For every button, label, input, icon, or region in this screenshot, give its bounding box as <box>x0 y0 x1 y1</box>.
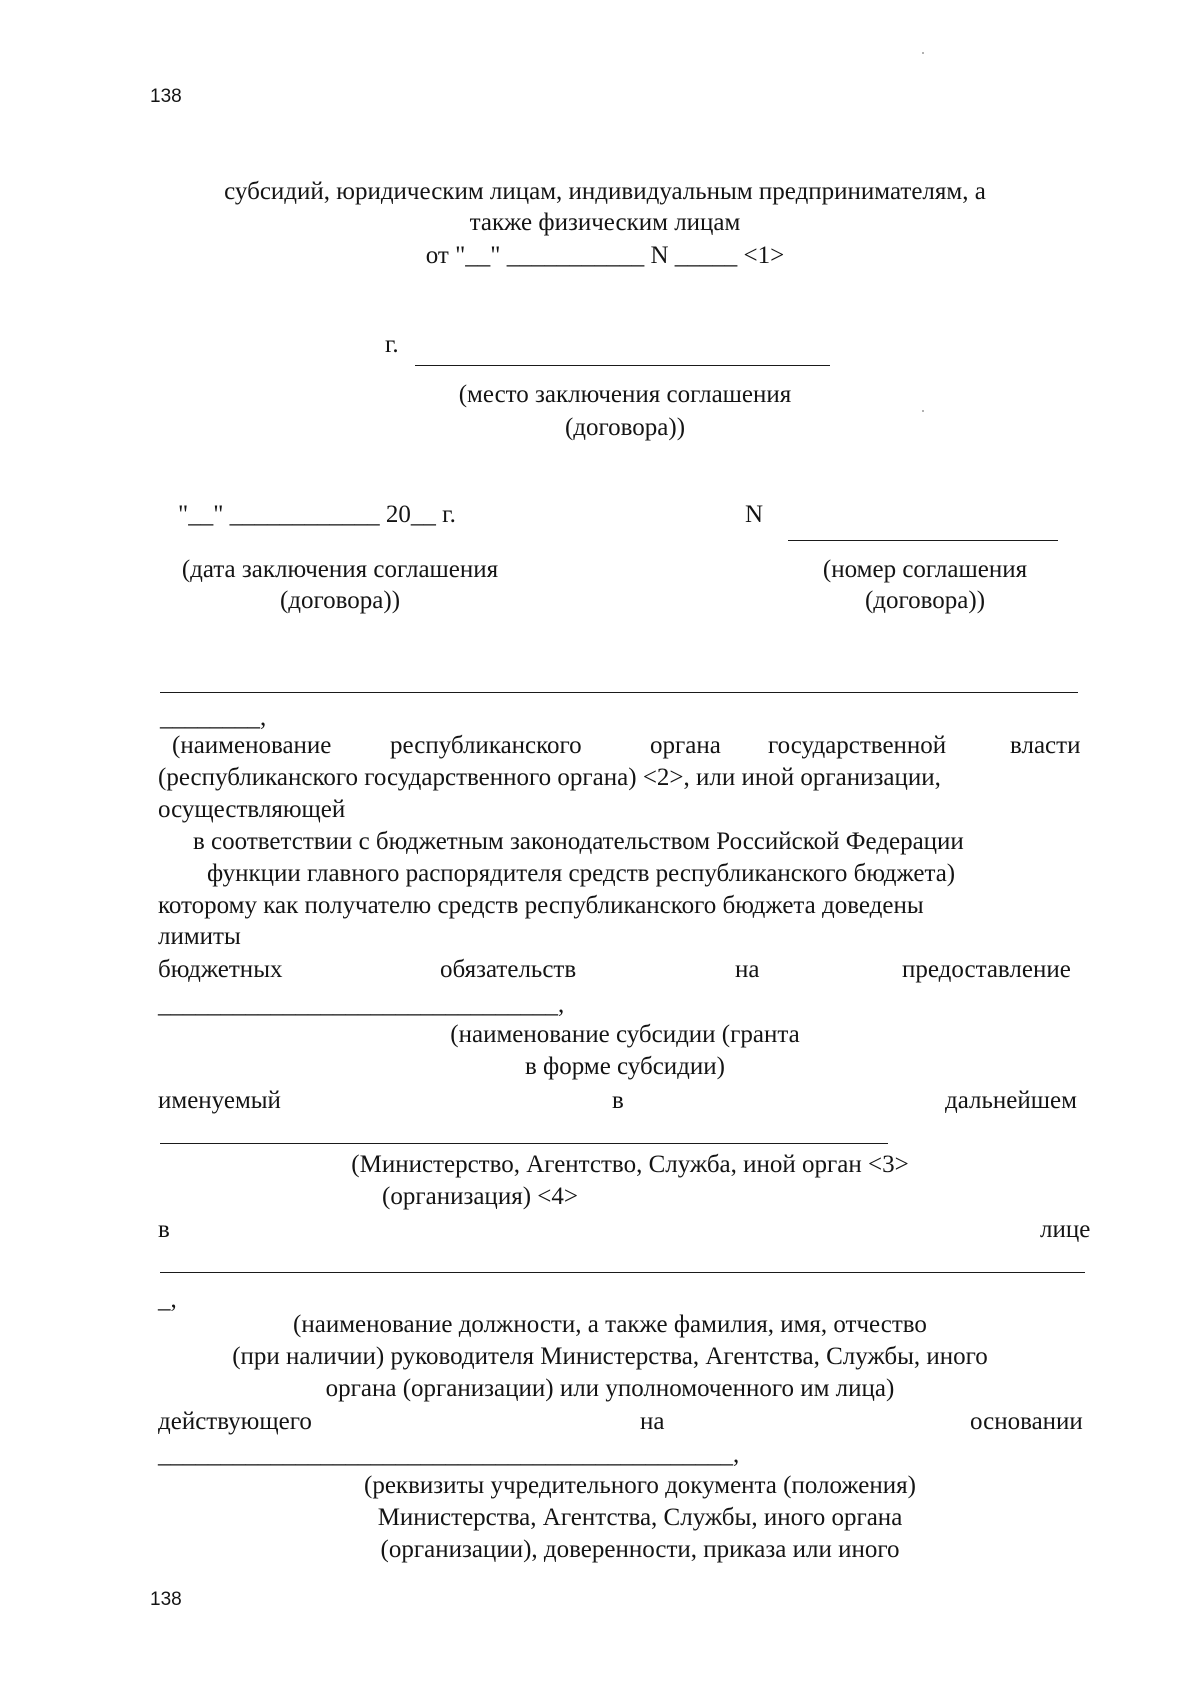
acting-word-2: на <box>640 1408 665 1435</box>
position-caption-2: (при наличии) руководителя Министерства, Агентства, Службы, иного <box>232 1343 988 1370</box>
page-number-top: 138 <box>150 86 182 107</box>
limits-word-2: обязательств <box>440 956 577 983</box>
subsidy-caption-2: в форме субсидии) <box>525 1053 725 1080</box>
number-prefix: N <box>745 501 764 528</box>
named-word-1: именуемый <box>158 1087 281 1114</box>
acting-word-3: основании <box>970 1408 1083 1435</box>
date-caption-1: (дата заключения соглашения <box>181 556 499 583</box>
subsidy-line: ________________________________, <box>158 991 565 1018</box>
date-field: "__" ____________ 20__ г. <box>178 501 456 528</box>
number-caption-2: (договора)) <box>864 587 986 614</box>
named-word-2: в <box>612 1087 624 1114</box>
org-caption-line-2: (республиканского государственного органа) <2>, или иной организации, <box>158 764 941 791</box>
subsidy-caption-1: (наименование субсидии (гранта <box>450 1021 800 1048</box>
org-caption-word-2: республиканского <box>390 732 582 759</box>
number-caption-1: (номер соглашения <box>822 556 1028 583</box>
place-caption-2: (договора)) <box>564 414 686 441</box>
document-caption-1: (реквизиты учредительного документа (положения) <box>364 1472 916 1499</box>
ministry-caption-2: (организация) <4> <box>382 1183 578 1210</box>
org-caption-line-3: осуществляющей <box>158 796 346 823</box>
named-word-3: дальнейшем <box>945 1087 1077 1114</box>
org-caption-word-5: власти <box>1010 732 1081 759</box>
page-number-bottom: 138 <box>150 1589 182 1610</box>
header-line-2: также физическим лицам <box>469 209 741 236</box>
person-word-2: лице <box>1040 1216 1091 1243</box>
org-caption-line-4: в соответствии с бюджетным законодательством Российской Федерации <box>193 828 964 855</box>
document-caption-2: Министерства, Агентства, Службы, иного органа <box>377 1504 903 1531</box>
limits-line-1: которому как получателю средств республиканского бюджета доведены <box>158 892 924 919</box>
acting-word-1: действующего <box>158 1408 312 1435</box>
date-caption-2: (договора)) <box>279 587 401 614</box>
place-caption-1: (место заключения соглашения <box>458 381 792 408</box>
ministry-underline <box>160 1143 888 1144</box>
scan-speck <box>922 52 924 54</box>
document-caption-3: (организации), доверенности, приказа или иного <box>380 1536 900 1563</box>
scan-speck <box>922 410 924 412</box>
person-word-1: в <box>158 1216 170 1243</box>
organization-comma-line: ________, <box>160 704 267 731</box>
limits-word-4: предоставление <box>902 956 1071 983</box>
basis-line: ______________________________________________, <box>158 1441 740 1468</box>
limits-word-1: бюджетных <box>158 956 283 983</box>
place-underline <box>415 365 830 366</box>
position-caption-1: (наименование должности, а также фамилия, имя, отчество <box>293 1311 927 1338</box>
person-comma: _, <box>158 1286 177 1313</box>
place-prefix: г. <box>385 331 399 358</box>
person-underline <box>160 1272 1085 1273</box>
header-line-3: от "__" ___________ N _____ <1> <box>425 242 785 269</box>
org-caption-word-4: государственной <box>768 732 947 759</box>
number-underline <box>788 540 1058 541</box>
org-caption-word-3: органа <box>650 732 721 759</box>
org-caption-line-5: функции главного распорядителя средств республиканского бюджета) <box>207 860 956 887</box>
organization-underline <box>160 692 1078 693</box>
header-line-1: субсидий, юридическим лицам, индивидуальным предпринимателям, а <box>224 178 986 205</box>
limits-word-3: на <box>735 956 760 983</box>
ministry-caption-1: (Министерство, Агентство, Служба, иной орган <3> <box>351 1151 909 1178</box>
org-caption-word-1: (наименование <box>172 732 332 759</box>
position-caption-3: органа (организации) или уполномоченного им лица) <box>325 1375 895 1402</box>
limits-line-2: лимиты <box>158 923 241 950</box>
